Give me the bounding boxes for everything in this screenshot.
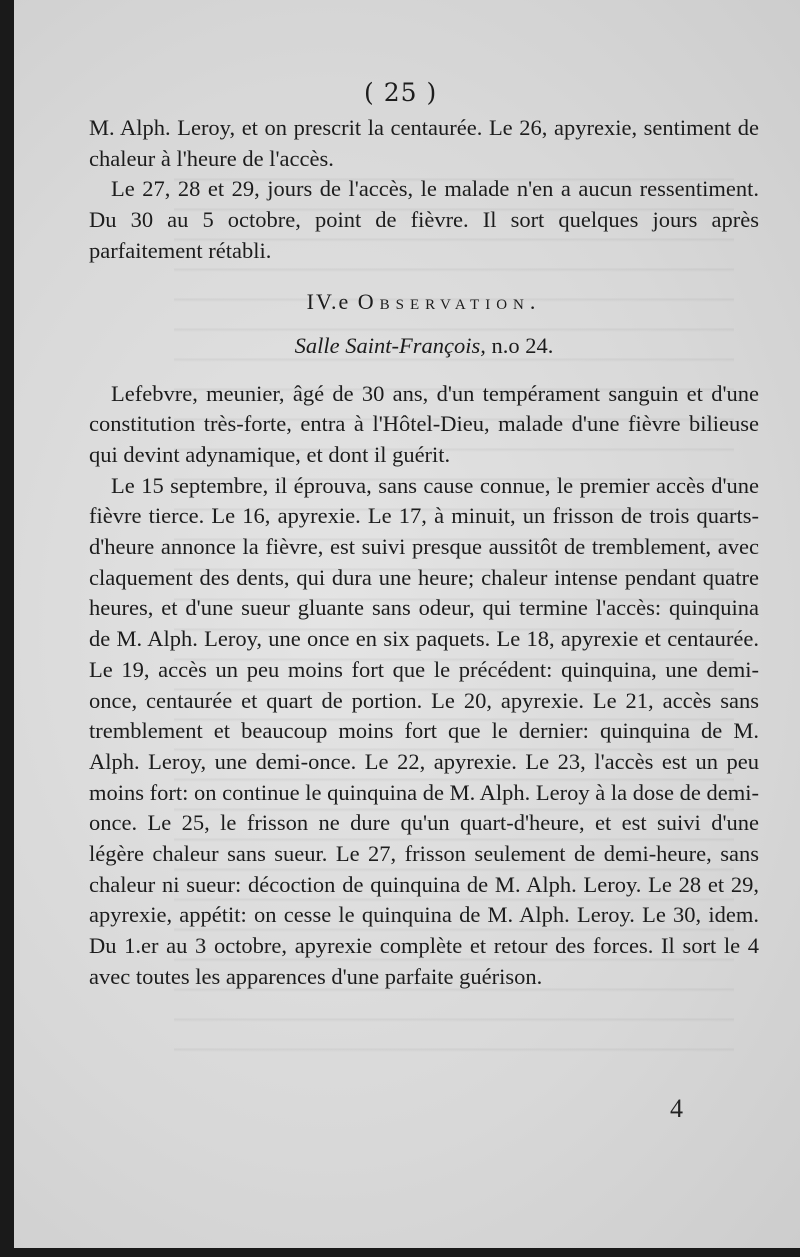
section-heading <box>89 285 759 319</box>
heading-numeral: IV.e <box>306 288 351 314</box>
ward-number: n.o 24. <box>491 332 554 358</box>
ward-location <box>89 329 759 363</box>
ward-name: Salle Saint-François, <box>294 332 486 358</box>
paragraph-patient: Lefebvre, meunier, âgé de 30 ans, d'un tempérament sanguin et d'une constitution très-forte, entra à l'Hôtel-Dieu, malade d'une fièvre bilieuse qui devint adynamique, et dont il guérit. <box>89 380 759 467</box>
page-number: ( 25 ) <box>364 78 438 107</box>
signature-mark: 4 <box>670 1094 683 1123</box>
paragraph-recovery: Le 27, 28 et 29, jours de l'accès, le malade n'en a aucun ressentiment. Du 30 au 5 octobre, point de fièvre. Il sort quelques jours après parfaitement rétabli. <box>89 176 759 263</box>
paragraph-case-history: Le 15 septembre, il éprouva, sans cause connue, le premier accès d'une fièvre tierce. Le 16, apyrexie. Le 17, à minuit, un frisson de trois quarts-d'heure annonce la fièvre, est suivi presque aussitôt de tremblement, avec claquement des dents, qui dura une heure; chaleur intense pendant quatre heures, et d'une sueur gluante sans odeur, qui termine l'accès: quinquina de M. Alph. Leroy, une once en six paquets. Le 18, apyrexie et centaurée. Le 19, accès un peu moins fort que le précédent: quinquina, une demi-once, centaurée et quart de portion. Le 20, apyrexie. Le 21, accès sans tremblement et beaucoup moins fort que le dernier: quinquina de M. Alph. Leroy, une demi-once. Le 22, apyrexie. Le 23, l'accès est un peu moins fort: on continue le quinquina de M. Alph. Leroy à la dose de demi-once. Le 25, le frisson ne dure qu'un quart-d'heure, et est suivi d'une légère chaleur sans sueur. Le 27, frisson seulement de demi-heure, sans chaleur ni sueur: décoction de quinquina de M. Alph. Leroy. Le 28 et 29, apyrexie, appétit: on cesse le quinquina de M. Alph. Leroy. Le 30, idem. Du 1.er au 3 octobre, apyrexie complète et retour des forces. Il sort le 4 avec toutes les apparences d'une parfaite guérison. <box>89 472 759 989</box>
book-page <box>14 0 800 1248</box>
heading-label: Observation. <box>357 288 542 314</box>
page-body <box>89 113 759 993</box>
paragraph-continuation: M. Alph. Leroy, et on prescrit la centaurée. Le 26, apyrexie, sentiment de chaleur à l'heure de l'accès. <box>89 115 759 171</box>
